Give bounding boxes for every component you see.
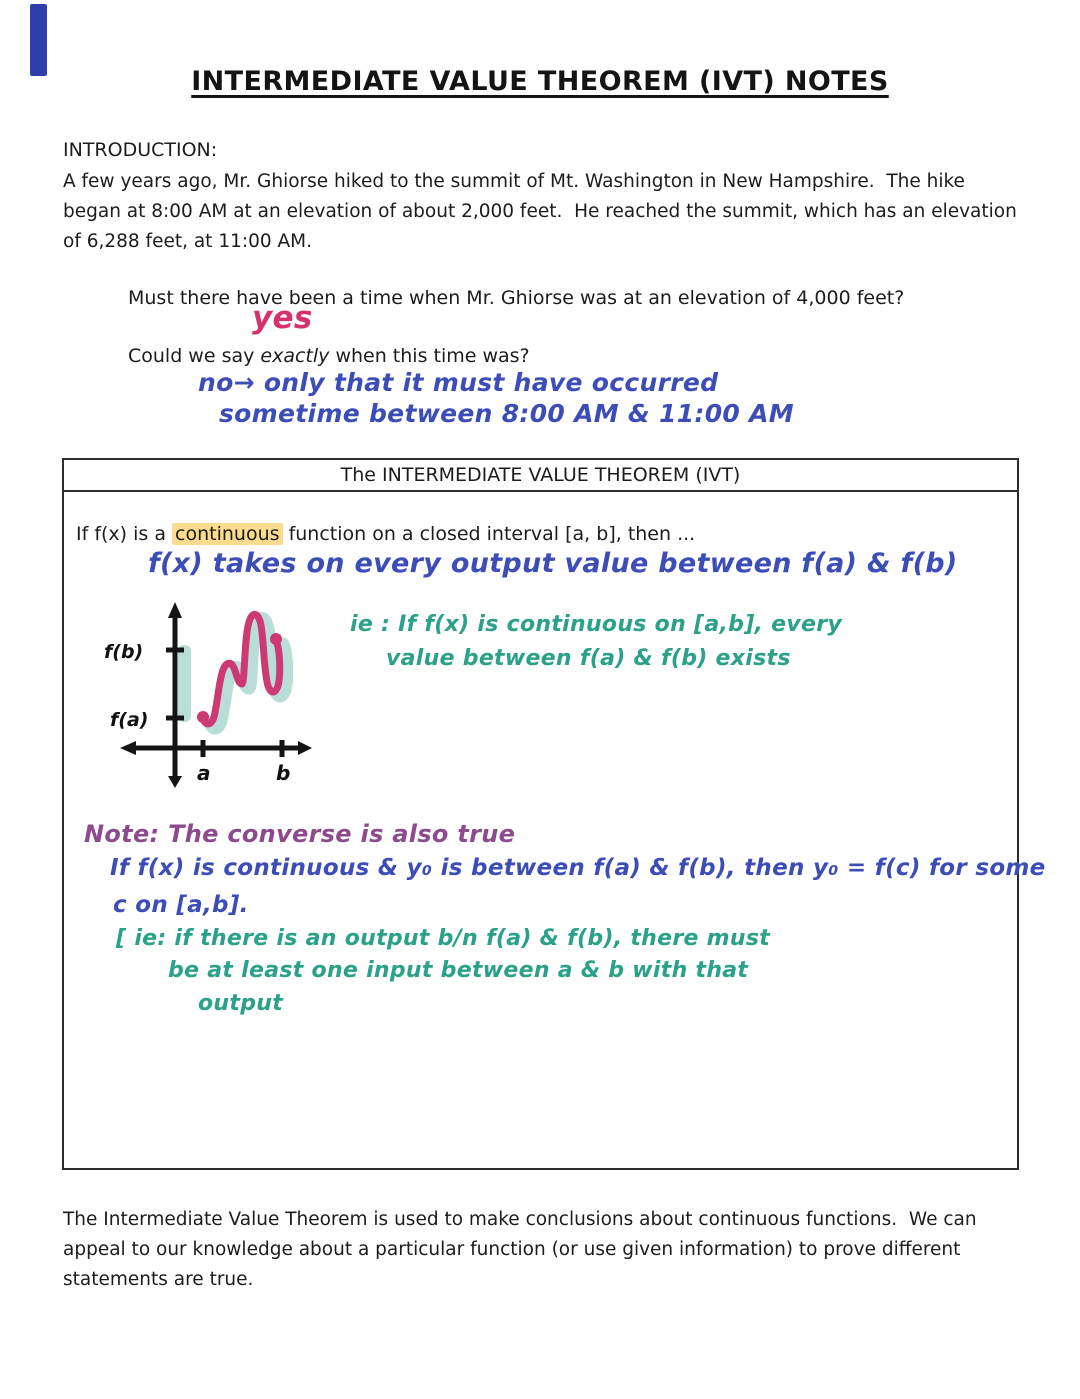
ivt-graph-sketch [90, 598, 340, 788]
theorem-box [62, 458, 1046, 1170]
statement-pre: If f(x) is a [76, 523, 173, 545]
converse-note-line2: c on [a,b]. [113, 892, 249, 918]
theorem-statement [76, 523, 695, 545]
handwritten-answer-no-line2: sometime between 8:00 AM & 11:00 AM [219, 399, 794, 428]
converse-ie-line1: [ ie: if there is an output b/n f(a) & f(b), there must [116, 926, 771, 951]
theorem-box-header: The INTERMEDIATE VALUE THEOREM (IVT) [64, 460, 1017, 492]
label-f-b: f(b) [104, 641, 144, 663]
y-axis-highlight-band [178, 645, 191, 722]
intro-paragraph: A few years ago, Mr. Ghiorse hiked to the summit of Mt. Washington in New Hampshire. The hike began at 8:00 AM at an elevation of about 2,000 feet. He reached the summit, which has an elevation of 6,288 feet, at 11:00 AM. [63, 171, 1023, 252]
converse-note-title: Note: The converse is also true [84, 820, 516, 848]
converse-note-line1: If f(x) is continuous & y₀ is between f(a) & f(b), then y₀ = f(c) for some [110, 855, 1046, 881]
page-title: INTERMEDIATE VALUE THEOREM (IVT) NOTES [191, 66, 889, 97]
curve-end-dot [270, 633, 282, 645]
label-f-a: f(a) [110, 709, 149, 731]
ie-annotation-line2: value between f(a) & f(b) exists [386, 646, 791, 671]
question-elevation: Must there have been a time when Mr. Ghiorse was at an elevation of 4,000 feet? [128, 287, 905, 309]
label-b: b [276, 761, 291, 785]
y-axis-up-arrow [168, 602, 182, 618]
curve-start-dot [197, 711, 209, 723]
ie-annotation-line1: ie : If f(x) is continuous on [a,b], every [350, 612, 843, 637]
question-exact-time [128, 345, 530, 367]
handwritten-theorem-conclusion: f(x) takes on every output value between f(a) & f(b) [148, 548, 958, 579]
handwritten-answer-yes: yes [252, 300, 313, 336]
y-axis-down-arrow [168, 776, 182, 788]
converse-ie-line2: be at least one input between a & b with that [168, 958, 749, 983]
intro-heading: INTRODUCTION: [63, 139, 218, 161]
ivt-graph-svg [90, 598, 340, 788]
x-axis-left-arrow [120, 741, 136, 755]
label-a: a [197, 761, 211, 785]
statement-post: function on a closed interval [a, b], then ... [282, 523, 696, 545]
handwritten-answer-no-line1: no→ only that it must have occurred [198, 368, 719, 397]
converse-ie-line3: output [198, 991, 284, 1016]
question2-italic-word: exactly [260, 345, 330, 367]
question2-post: when this time was? [329, 345, 530, 367]
theorem-box-body [64, 492, 1046, 1166]
question2-pre: Could we say [128, 345, 261, 367]
highlighted-word-continuous: continuous [172, 523, 283, 545]
x-axis-right-arrow [298, 741, 312, 755]
closing-paragraph: The Intermediate Value Theorem is used to make conclusions about continuous functions. We can appeal to our knowledge about a particular function (or use given information) to prove different statements are true. [63, 1209, 983, 1290]
